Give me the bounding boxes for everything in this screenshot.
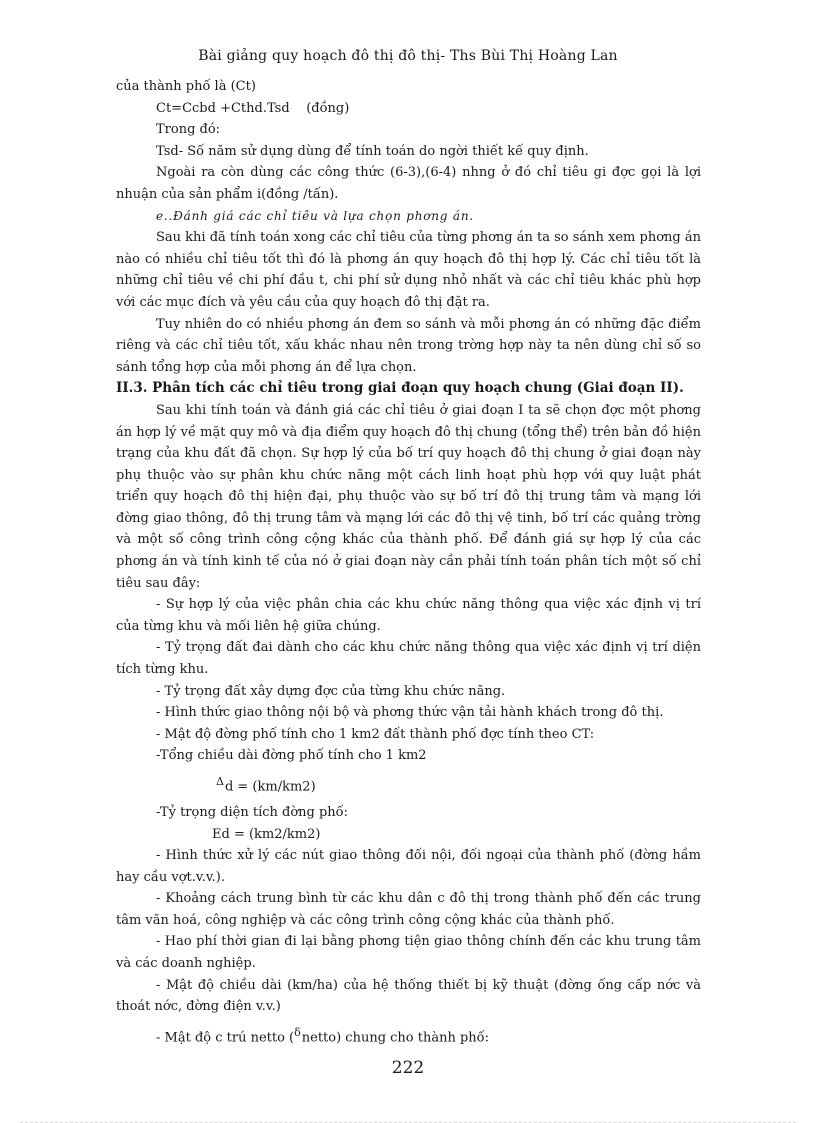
list-item: - Tỷ trọng đất xây dựng đợc của từng khu chức năng. bbox=[156, 683, 506, 699]
formula-text: d = (km/km2) bbox=[224, 779, 316, 795]
text-fragment: - Mật độ c trú netto ( bbox=[156, 1030, 295, 1046]
formula-ct: Ct=Ccbd +Cthd.Tsd (đồng) bbox=[156, 100, 350, 116]
paragraph: Sau khi tính toán và đánh giá các chỉ tiêu ở giai đoạn I ta sẽ chọn đợc một phơng án hợp lý về mặt quy mô và địa điểm quy hoạch đô thị chung (tổng thể) trên bản đồ hiện trạng của khu đất đã chọn. Sự hợp lý của bố trí quy hoạch đô thị chung ở giai đoạn này phụ thuộc vào sự phân khu chức năng một cách linh hoạt phù hợp với quy luật phát triển quy hoạch đô thị hiện đại, phụ thuộc vào sự bố trí đô thị trung tâm và mạng lới đờng giao thông, đô thị trung tâm và mạng lới các đô thị vệ tinh, bố trí các quảng trờng và một số công trình công cộng khác của thành phố. Để đánh giá sự hợp lý của các phơng án và tính kinh tế của nó ở giai đoạn này cần phải tính toán phân tích một số chỉ tiêu sau đây: bbox=[116, 402, 701, 591]
paragraph: Trong đó: bbox=[156, 122, 221, 138]
list-item: - Khoảng cách trung bình từ các khu dân c đô thị trong thành phố đến các trung tâm văn hoá, công nghiệp và các công trình công cộng khác của thành phố. bbox=[116, 891, 701, 928]
list-item: - Tỷ trọng đất đai dành cho các khu chức năng thông qua việc xác định vị trí diện tích từng khu. bbox=[116, 640, 701, 678]
list-item: - Sự hợp lý của việc phân chia các khu chức năng thông qua việc xác định vị trí của từng khu và mối liên hệ giữa chúng. bbox=[116, 597, 701, 634]
list-item: - Hình thức giao thông nội bộ và phơng thức vận tải hành khách trong đô thị. bbox=[156, 705, 664, 721]
text-fragment: netto) chung cho thành phố: bbox=[301, 1030, 490, 1046]
page-number: 222 bbox=[391, 1058, 425, 1078]
list-item: - Mật độ chiều dài (km/ha) của hệ thống thiết bị kỹ thuật (đờng ống cấp nớc và thoát nớc, đờng điện v.v.) bbox=[116, 977, 701, 1015]
formula-delta bbox=[116, 771, 701, 798]
paragraph: Ngoài ra còn dùng các công thức (6-3),(6-4) nhng ở đó chỉ tiêu gi đợc gọi là lợi nhuận của sản phẩm i(đồng /tấn). bbox=[116, 165, 701, 202]
list-item: -Tổng chiều dài đờng phố tính cho 1 km2 bbox=[156, 748, 427, 764]
paragraph: Tuy nhiên do có nhiều phơng án đem so sánh và mỗi phơng án có những đặc điểm riêng và các chỉ tiêu tốt, xấu khác nhau nên trong trờng hợp này ta nên dùng chỉ số so sánh tổng hợp của mỗi phơng án để lựa chọn. bbox=[116, 316, 701, 375]
delta-small-symbol: δ bbox=[294, 1025, 301, 1039]
list-item: - Hao phí thời gian đi lại bằng phơng tiện giao thông chính đến các khu trung tâm và các doanh nghiệp. bbox=[116, 934, 701, 972]
page-header: Bài giảng quy hoạch đô thị đô thị- Ths Bùi Thị Hoàng Lan bbox=[198, 48, 618, 64]
document-body bbox=[116, 76, 701, 1049]
paragraph: Sau khi đã tính toán xong các chỉ tiêu của từng phơng án ta so sánh xem phơng án nào có nhiều chỉ tiêu tốt thì đó là phơng án quy hoạch đô thị hợp lý. Các chỉ tiêu tốt là những chỉ tiêu về chi phí đầu t, chi phí sử dụng nhỏ nhất và các chỉ tiêu khác phù hợp với các mục đích và yêu cầu của quy hoạch đô thị đặt ra. bbox=[116, 230, 701, 310]
delta-symbol: Δ bbox=[216, 775, 224, 788]
list-item: - Hình thức xử lý các nút giao thông đối nội, đối ngoại của thành phố (đờng hầm hay cầu vợt.v.v.). bbox=[116, 848, 701, 885]
formula-ed: Ed = (km2/km2) bbox=[212, 826, 321, 842]
paragraph: của thành phố là (Ct) bbox=[116, 79, 256, 94]
section-subheading: e..Đánh giá các chỉ tiêu và lựa chọn phơng án. bbox=[156, 208, 475, 223]
paragraph: Tsd- Số năm sử dụng dùng để tính toán do ngời thiết kế quy định. bbox=[156, 143, 589, 159]
section-heading: II.3. Phân tích các chỉ tiêu trong giai đoạn quy hoạch chung (Giai đoạn II). bbox=[116, 380, 684, 397]
list-item: - Mật độ đờng phố tính cho 1 km2 đất thành phố đợc tính theo CT: bbox=[156, 726, 595, 742]
list-item: -Tỷ trọng diện tích đờng phố: bbox=[156, 804, 349, 820]
list-item bbox=[116, 1022, 701, 1049]
